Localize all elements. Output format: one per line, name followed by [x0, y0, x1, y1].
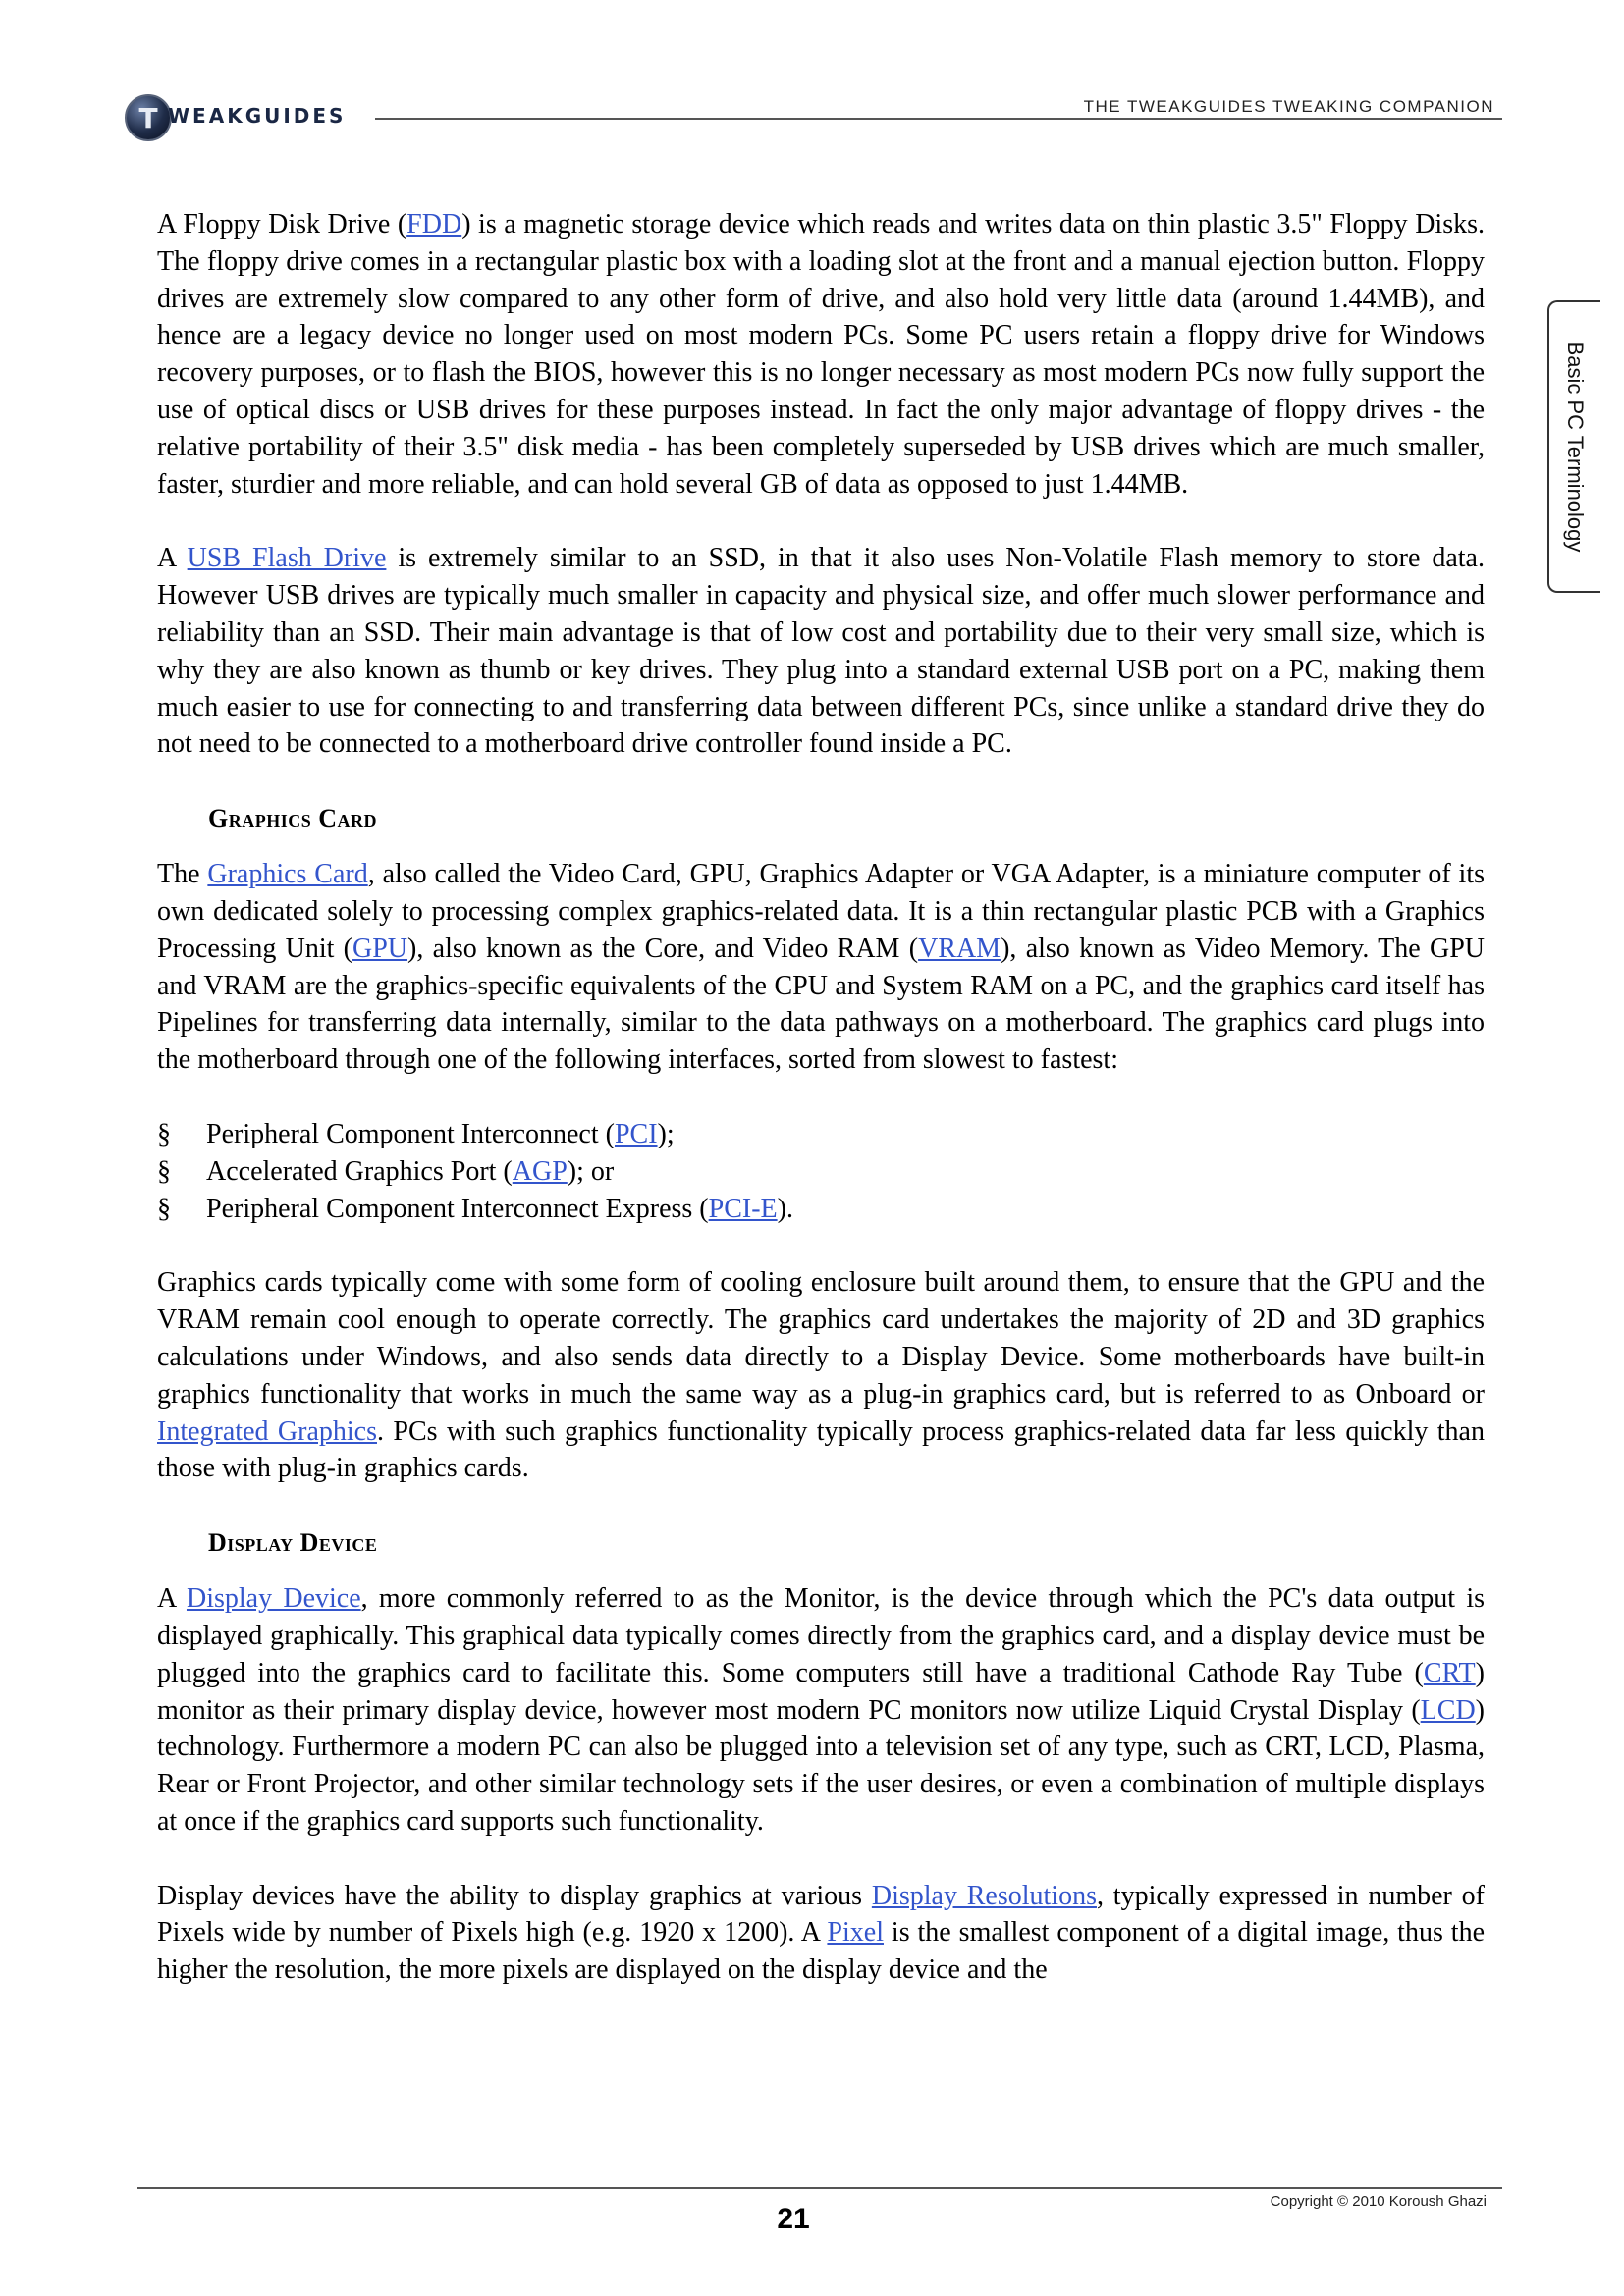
text-run: A Floppy Disk Drive (: [157, 209, 407, 240]
bullet-mark: §: [157, 1155, 171, 1187]
paragraph-graphics-card: [157, 856, 1485, 1079]
copyright-notice: Copyright © 2010 Koroush Ghazi: [1270, 2193, 1487, 2210]
bullet-mark: §: [157, 1118, 171, 1149]
list-item: [157, 1153, 1485, 1191]
link-pci[interactable]: PCI: [614, 1118, 658, 1149]
text-run: ); or: [567, 1155, 615, 1187]
list-item: [157, 1191, 1485, 1228]
text-run: ).: [777, 1193, 793, 1224]
text-run: Display devices have the ability to display graphics at various: [157, 1880, 872, 1911]
text-run: ) is a magnetic storage device which reads and writes data on thin plastic 3.5" Floppy Disks. The floppy drive comes in a rectangular plastic box with a loading slot at the front and a manual ejection button. Floppy drives are extremely slow compared to any other form of drive, and also hold very little data (around 1.44MB), and hence are a legacy device no longer used on most modern PCs. Some PC users retain a floppy drive for Windows recovery purposes, or to flash the BIOS, however this is no longer necessary as most modern PCs now fully support the use of optical discs or USB drives for these purposes instead. In fact the only major advantage of floppy drives - the relative portability of their 3.5" disk media - has been completely superseded by USB drives which are much smaller, faster, sturdier and more reliable, and can hold several GB of data as opposed to just 1.44MB.: [157, 209, 1486, 500]
text-run: ), also known as Video Memory. The GPU and VRAM are the graphics-specific equivalents of the CPU and System RAM on a PC, and the graphics card itself has Pipelines for transferring data internally, similar to the data pathways on a motherboard. The graphics card plugs into the motherboard through one of the following interfaces, sorted from slowest to fastest:: [157, 933, 1485, 1076]
page-body: [157, 206, 1485, 1989]
heading-graphics-card: Graphics Card: [208, 804, 378, 833]
paragraph-floppy-drive: [157, 206, 1485, 503]
text-run: );: [657, 1118, 675, 1149]
paragraph-display-resolutions: [157, 1878, 1485, 1989]
logo-emblem: [125, 94, 172, 141]
paragraph-usb-flash-drive: [157, 540, 1485, 763]
text-run: . PCs with such graphics functionality typically process graphics-related data far less quickly than those with plug-in graphics cards.: [157, 1415, 1485, 1484]
logo-wordmark: WEAKGUIDES: [168, 104, 347, 128]
link-gpu[interactable]: GPU: [352, 933, 408, 964]
link-display-device[interactable]: Display Device: [186, 1583, 361, 1615]
link-graphics-card[interactable]: Graphics Card: [207, 859, 368, 890]
paragraph-graphics-cooling: [157, 1264, 1485, 1487]
text-run: , more commonly referred to as the Monitor, is the device through which the PC's data output is displayed graphically. This graphical data typically comes directly from the graphics card, and a display device must be plugged into the graphics card to facilitate this. Some computers still have a traditional Cathode Ray Tube (: [157, 1583, 1485, 1688]
link-fdd[interactable]: FDD: [406, 209, 462, 240]
bullet-mark: §: [157, 1193, 171, 1224]
interface-list: [157, 1116, 1485, 1227]
logo-glyph: T: [138, 102, 158, 134]
text-run: The: [157, 859, 208, 890]
list-item: [157, 1116, 1485, 1153]
text-run: Peripheral Component Interconnect (: [206, 1118, 615, 1149]
text-run: ), also known as the Core, and Video RAM (: [407, 933, 919, 964]
heading-display-device: Display Device: [208, 1528, 378, 1558]
text-run: ) monitor as their primary display device, however most modern PC monitors now utilize Liquid Crystal Display (: [157, 1657, 1485, 1726]
text-run: is extremely similar to an SSD, in that it also uses Non-Volatile Flash memory to store data. However USB drives are typically much smaller in capacity and physical size, and offer much slower performance and reliability than an SSD. Their main advantage is that of low cost and portability due to their very small size, which is why they are also known as thumb or key drives. They plug into a standard external USB port on a PC, making them much easier to use for connecting to and transferring data between different PCs, since unlike a standard drive they do not need to be connected to a motherboard drive controller found inside a PC.: [157, 543, 1485, 760]
text-run: Graphics cards typically come with some form of cooling enclosure built around them, to ensure that the GPU and the VRAM remain cool enough to operate correctly. The graphics card undertakes the majority of 2D and 3D graphics calculations under Windows, and also sends data directly to a Display Device. Some motherboards have built-in graphics functionality that works in much the same way as a plug-in graphics card, but is referred to as Onboard or: [157, 1267, 1485, 1410]
text-run: ) technology. Furthermore a modern PC can also be plugged into a television set of any type, such as CRT, LCD, Plasma, Rear or Front Projector, and other similar technology sets if the user desires, or even a combination of multiple displays at once if the graphics card supports such functionality.: [157, 1694, 1485, 1837]
site-logo: [125, 94, 360, 145]
link-agp[interactable]: AGP: [512, 1155, 568, 1187]
page-number: 21: [777, 2203, 810, 2235]
paragraph-display-device: [157, 1580, 1485, 1841]
text-run: , also called the Video Card, GPU, Graphics Adapter or VGA Adapter, is a miniature computer of its own dedicated solely to processing complex graphics-related data. It is a thin rectangular plastic PCB with a Graphics Processing Unit (: [157, 859, 1485, 964]
link-vram[interactable]: VRAM: [918, 933, 1001, 964]
running-header: THE TWEAKGUIDES TWEAKING COMPANION: [1083, 97, 1494, 116]
text-run: is the smallest component of a digital image, thus the higher the resolution, the more pixels are displayed on the display device and the: [157, 1917, 1486, 1986]
link-display-resolutions[interactable]: Display Resolutions: [871, 1880, 1097, 1911]
link-pixel[interactable]: Pixel: [827, 1917, 884, 1949]
link-lcd[interactable]: LCD: [1420, 1694, 1476, 1726]
text-run: Accelerated Graphics Port (: [206, 1155, 513, 1187]
header-divider: [375, 118, 1502, 120]
link-pci-e[interactable]: PCI-E: [708, 1193, 778, 1224]
link-usb-flash-drive[interactable]: USB Flash Drive: [187, 543, 387, 574]
text-run: A: [157, 543, 188, 574]
text-run: , typically expressed in number of Pixels wide by number of Pixels high (e.g. 1920 x 1200). A: [157, 1880, 1485, 1949]
link-integrated-graphics[interactable]: Integrated Graphics: [157, 1415, 377, 1447]
chapter-side-tab: [1547, 300, 1600, 593]
link-crt[interactable]: CRT: [1423, 1657, 1476, 1688]
text-run: Peripheral Component Interconnect Express (: [206, 1193, 709, 1224]
chapter-side-tab-label: Basic PC Terminology: [1563, 341, 1588, 553]
text-run: A: [157, 1583, 187, 1615]
footer-divider: [137, 2187, 1502, 2189]
